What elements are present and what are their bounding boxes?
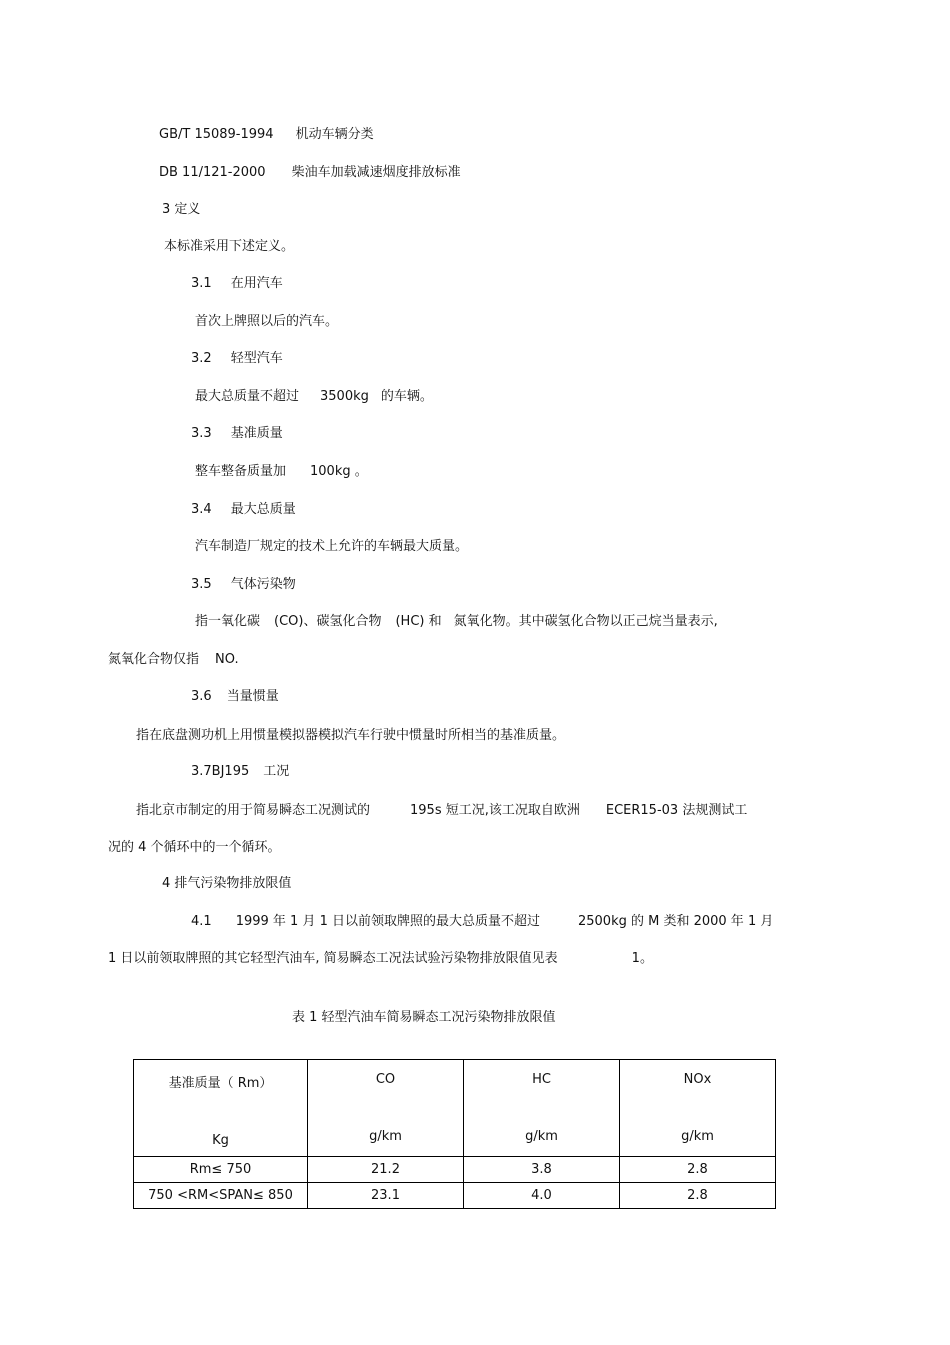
emission-limits-table [133, 1059, 776, 1209]
header-label: 基准质量（ Rm） [168, 1076, 273, 1091]
reference-code: DB 11/121-2000 [159, 165, 266, 180]
header-cell-nox [620, 1060, 776, 1157]
definition-heading [191, 275, 283, 293]
definition-number: 3.6 [191, 689, 212, 704]
table-cell: 3.8 [464, 1157, 620, 1183]
definition-text-part: 指一氧化碳 [195, 614, 261, 629]
definition-text: 指在底盘测功机上用惯量模拟器模拟汽车行驶中惯量时所相当的基准质量。 [136, 728, 566, 743]
definition-text-part: NO. [215, 652, 239, 667]
header-label: HC [532, 1072, 551, 1087]
reference-line [159, 164, 461, 182]
table-cell: 2.8 [620, 1157, 776, 1183]
header-label: NOx [683, 1072, 712, 1087]
definition-heading [191, 763, 289, 781]
table-header-row [134, 1060, 776, 1157]
definition-text-part: 氮氧化合物仅指 [108, 652, 200, 667]
header-label: CO [375, 1072, 396, 1087]
paragraph-text-part: 1。 [631, 951, 653, 966]
reference-title: 机动车辆分类 [295, 127, 374, 142]
definition-term: 基准质量 [230, 426, 283, 441]
definition-number: 3.7BJ195 [191, 764, 250, 779]
definition-text [136, 802, 747, 820]
section-heading: 4 排气污染物排放限值 [162, 876, 292, 891]
definition-text [195, 388, 433, 406]
header-cell-co [308, 1060, 464, 1157]
paragraph-text-part: 1999 年 1 月 1 日以前领取牌照的最大总质量不超过 [235, 914, 540, 929]
definition-number: 3.3 [191, 426, 212, 441]
definition-number: 3.2 [191, 351, 212, 366]
header-cell-hc [464, 1060, 620, 1157]
definition-heading [191, 576, 296, 594]
table-cell: 4.0 [464, 1183, 620, 1209]
definition-term: 轻型汽车 [230, 351, 283, 366]
paragraph-text-part: 2500kg 的 M 类和 2000 年 1 月 [577, 914, 774, 929]
table-row [134, 1157, 776, 1183]
paragraph-line [191, 913, 773, 931]
table-row [134, 1183, 776, 1209]
definition-heading [191, 501, 296, 519]
table-caption: 表 1 轻型汽油车简易瞬态工况污染物排放限值 [292, 1010, 556, 1025]
definition-text-part: (HC) 和 [395, 614, 442, 629]
reference-title: 柴油车加载减速烟度排放标准 [291, 165, 461, 180]
definition-text-part: ECER15-03 法规测试工 [605, 803, 748, 818]
definition-number: 3.5 [191, 577, 212, 592]
header-unit: g/km [369, 1129, 402, 1144]
table-cell: Rm≤ 750 [134, 1157, 308, 1183]
definition-term: 工况 [263, 764, 290, 779]
definition-heading [191, 425, 283, 443]
definition-number: 3.4 [191, 502, 212, 517]
table-cell: 750 <RM<SPAN≤ 850 [134, 1183, 308, 1209]
definition-text-continued [108, 651, 239, 669]
definition-text-part: 整车整备质量加 [195, 464, 287, 479]
paragraph-line [108, 950, 653, 968]
table-cell: 23.1 [308, 1183, 464, 1209]
definition-text [195, 613, 718, 631]
definition-term: 气体污染物 [230, 577, 296, 592]
definition-value: 100kg 。 [310, 464, 368, 479]
definition-text-part: 195s 短工况,该工况取自欧洲 [410, 803, 580, 818]
definition-text: 汽车制造厂规定的技术上允许的车辆最大质量。 [195, 539, 469, 554]
definition-text-part: 氮氧化物。其中碳氢化合物以正己烷当量表示, [453, 614, 718, 629]
definition-number: 3.1 [191, 276, 212, 291]
header-cell-mass [134, 1060, 308, 1157]
paragraph-text-part: 1 日以前领取牌照的其它轻型汽油车, 简易瞬态工况法试验污染物排放限值见表 [108, 951, 558, 966]
definition-text-part: (CO)、碳氢化合物 [274, 614, 382, 629]
definition-value: 3500kg [320, 389, 369, 404]
header-unit: g/km [525, 1129, 558, 1144]
definition-text [195, 463, 368, 481]
definition-text-part: 的车辆。 [380, 389, 433, 404]
definition-heading [191, 350, 283, 368]
header-unit: Kg [212, 1133, 229, 1148]
section-heading: 3 定义 [162, 202, 201, 217]
reference-code: GB/T 15089-1994 [159, 127, 274, 142]
definition-term: 当量惯量 [226, 689, 279, 704]
definition-text-part: 指北京市制定的用于简易瞬态工况测试的 [136, 803, 371, 818]
definition-text-part: 最大总质量不超过 [195, 389, 300, 404]
section-intro: 本标准采用下述定义。 [164, 239, 295, 254]
definition-term: 在用汽车 [230, 276, 283, 291]
definition-term: 最大总质量 [230, 502, 296, 517]
paragraph-number: 4.1 [191, 914, 212, 929]
definition-text-continued: 况的 4 个循环中的一个循环。 [108, 840, 281, 855]
table-cell: 21.2 [308, 1157, 464, 1183]
definition-text: 首次上牌照以后的汽车。 [195, 314, 339, 329]
definition-heading [191, 688, 279, 706]
reference-line [159, 126, 374, 144]
header-unit: g/km [681, 1129, 714, 1144]
table-cell: 2.8 [620, 1183, 776, 1209]
